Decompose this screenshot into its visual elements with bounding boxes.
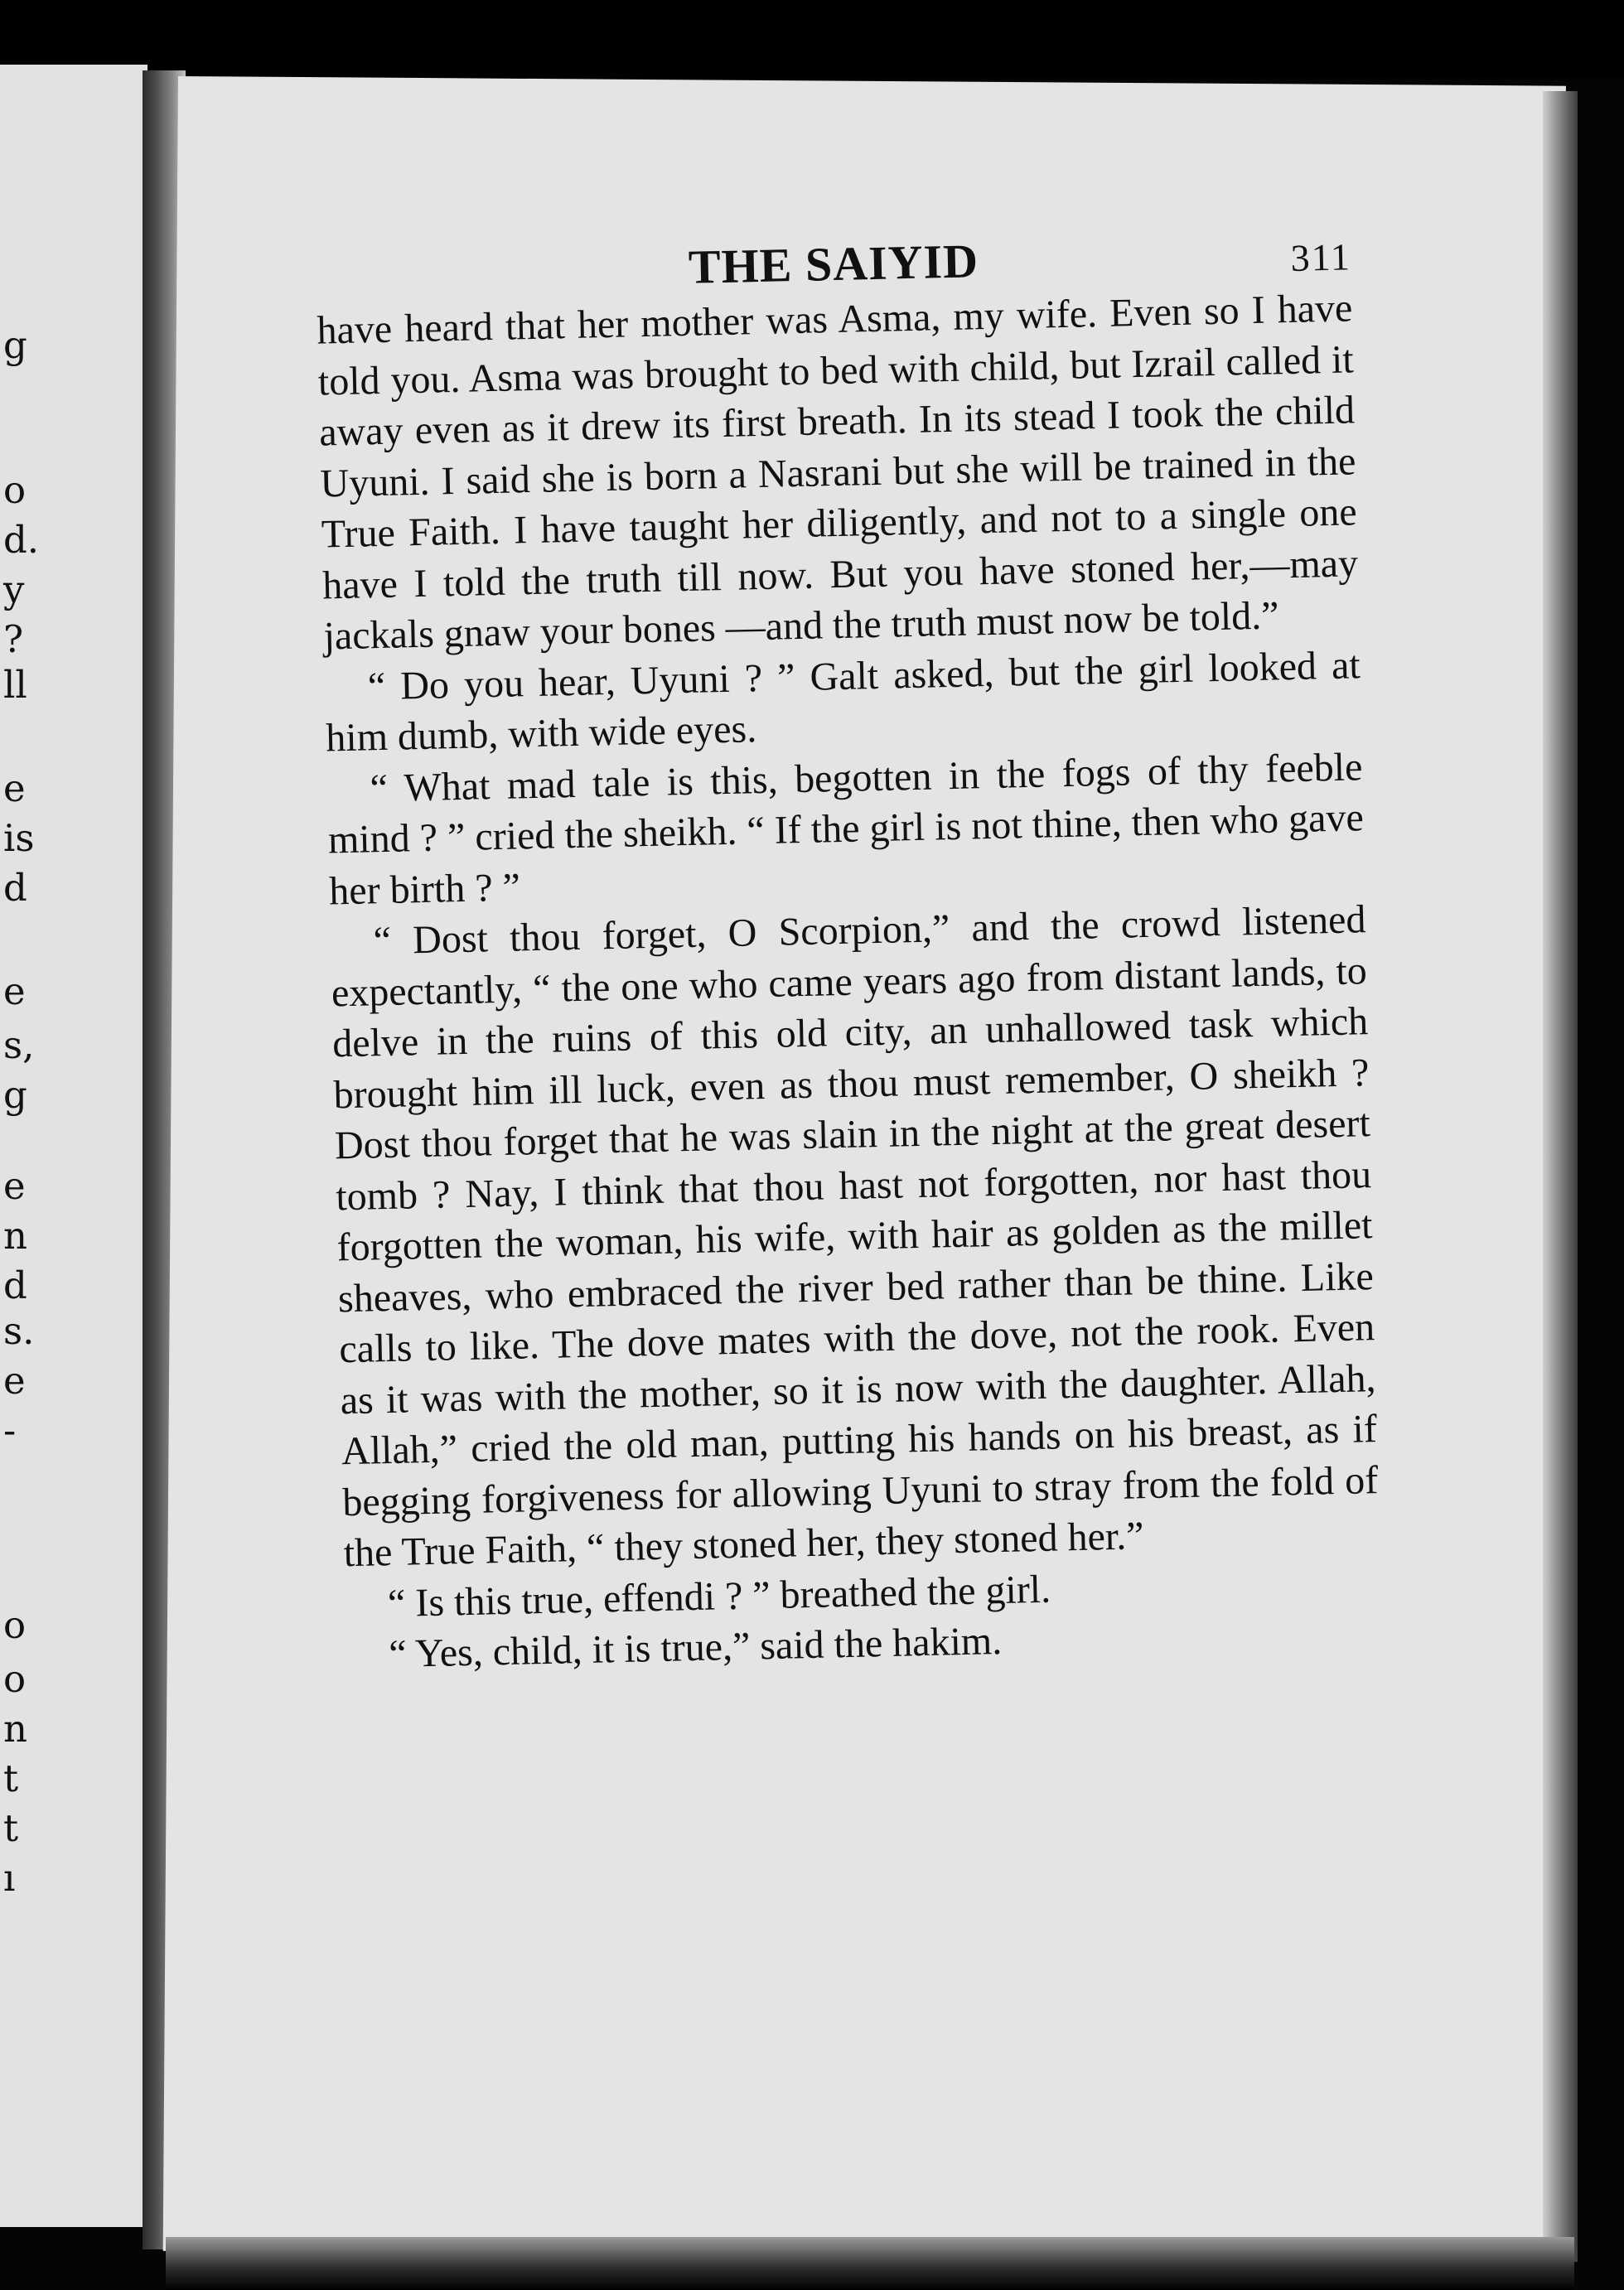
page-bottom-edge: [166, 2237, 1574, 2290]
fragment: d: [3, 1263, 27, 1307]
paragraph: “ What mad tale is this, begotten in the fogs of thy feeble mind ? ” cried the sheikh. “ If the girl is not thine, then who gave her birth ? ”: [327, 744, 1365, 913]
fragment: t: [3, 1806, 19, 1850]
paragraph: “ Yes, child, it is true,” said the hakim.: [388, 1618, 1003, 1677]
page-content: [315, 216, 1382, 1680]
fragment: ?: [3, 617, 24, 661]
fragment: o: [3, 1657, 27, 1701]
paragraph: “ Dost thou forget, O Scorpion,” and the crowd listened expectantly, “ the one who came years ago from distant lands, to delve in the ruins of this old city, an unhallowed task which brought him ill luck, even as thou must remember, O sheikh ? Dost thou forget that he was slain in the night at the great desert tomb ? Nay, I think that thou hast not forgotten, nor hast thou forgotten the woman, his wife, with hair as golden as the millet sheaves, who embraced the river bed rather than be thine. Like calls to like. The dove mates with the dove, not the rook. Even as it was with the mother, so it is now with the daughter. Allah, Allah,” cried the old man, putting his hands on his breast, as if begging forgiveness for allowing Uyuni to stray from the fold of the True Faith, “ they stoned her, they stoned her.”: [331, 897, 1379, 1576]
fragment: d.: [3, 518, 40, 562]
fragment: s,: [3, 1023, 35, 1067]
fragment: e: [3, 969, 26, 1013]
paragraph: “ Do you hear, Uyuni ? ” Galt asked, but the girl looked at him dumb, with wide eyes.: [325, 642, 1361, 761]
facing-page-line-ends: [0, 0, 50, 2290]
fragment: s.: [3, 1309, 35, 1353]
fragment: o: [3, 1603, 27, 1647]
fragment: is: [3, 816, 35, 860]
body-text: [317, 283, 1382, 1680]
fragment: n: [3, 1707, 27, 1751]
scan-top-border: [0, 0, 1624, 79]
fragment: e: [3, 766, 26, 810]
fragment: e: [3, 1359, 26, 1403]
running-title: THE SAIYID: [688, 234, 979, 294]
page-number: 311: [1290, 235, 1352, 279]
fragment: d: [3, 866, 27, 910]
fragment: t: [3, 1756, 19, 1800]
fragment: o: [3, 468, 27, 512]
fragment: g: [3, 323, 27, 367]
fragment: y: [3, 568, 25, 611]
fragment: ll: [3, 663, 27, 707]
fragment: -: [3, 1408, 17, 1452]
fragment: g: [3, 1073, 27, 1117]
fragment: n: [3, 1214, 27, 1258]
paragraph: have heard that her mother was Asma, my wife. Even so I have told you. Asma was brought to bed with child, but Izrail called it away even as it drew its first breath. In its stead I took the child Uyuni. I said she is born a Nasrani but she will be trained in the True Faith. I have taught her diligently, and not to a single one have I told the truth till now. But you have stoned her,—may jackals gnaw your bones —and the truth must now be told.”: [316, 286, 1359, 659]
page-fore-edge: [1543, 91, 1578, 2262]
fragment: e: [3, 1164, 26, 1208]
paragraph: “ Is this true, effendi ? ” breathed the girl.: [387, 1567, 1051, 1626]
fragment: ı: [3, 1856, 16, 1900]
